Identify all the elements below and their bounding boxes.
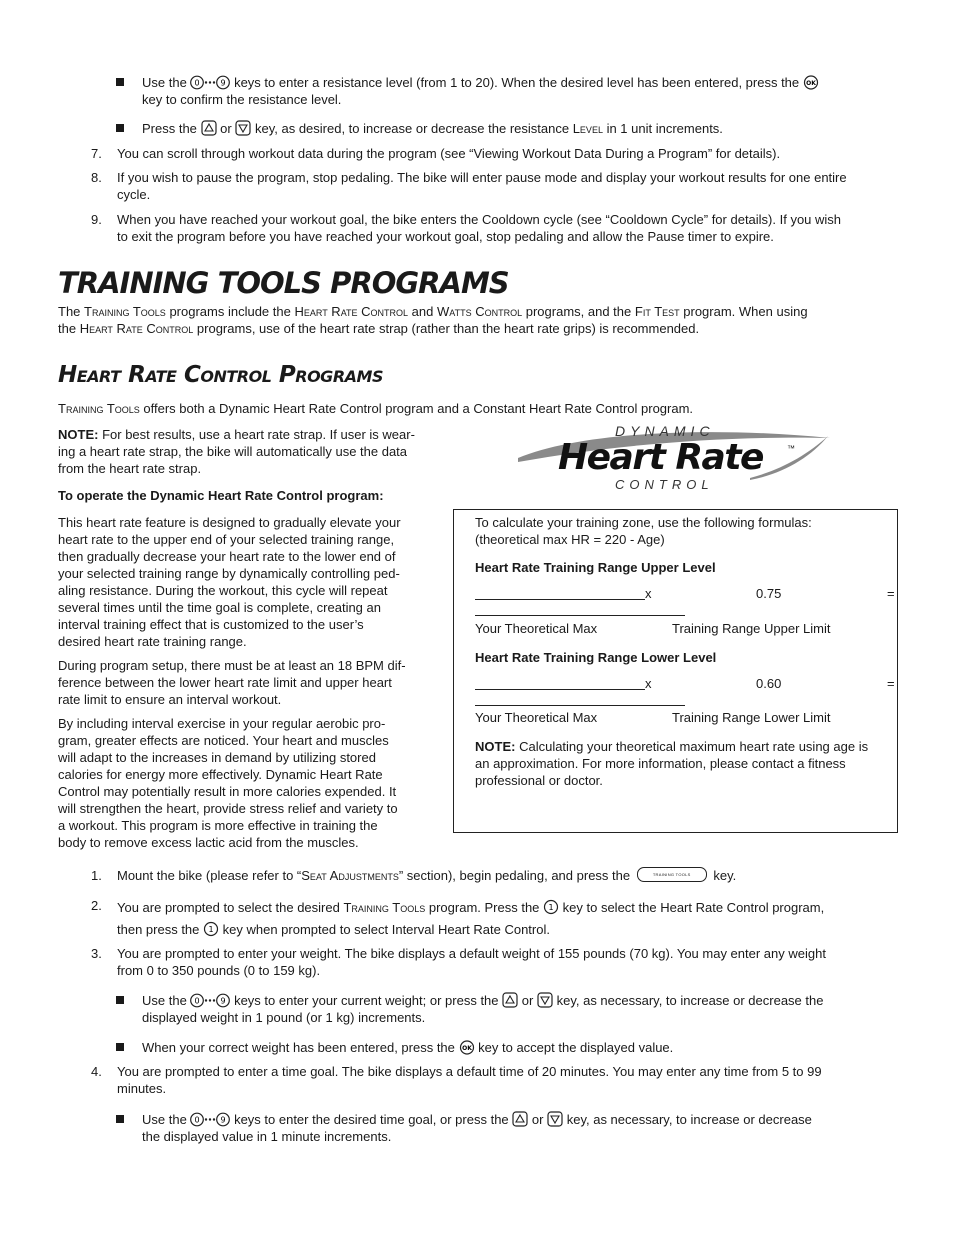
down-arrow-key-icon	[537, 992, 553, 1008]
logo-top-text: DYNAMIC	[615, 423, 715, 439]
lower-level-heading: Heart Rate Training Range Lower Level	[475, 650, 717, 665]
description-paragraph-1: This heart rate feature is designed to gradually elevate your heart rate to the upper end of your selected training range, then gradually decrease your heart rate to the lower end of your selected training range by dynamically controlling ped- aling resistance. During the workout, this cycle will repeat several times until the time goal is complete, creating an interval training effect that is customized to the user’s desired heart rate training range.	[58, 515, 401, 649]
upper-result-line	[475, 615, 685, 616]
lower-factor: 0.60	[756, 676, 782, 691]
equals-sign: =	[887, 586, 895, 601]
step-2-text: You are prompted to select the desired Training Tools program. Press the 1 key to select the Heart Rate Control program, then press the 1 key when prompted to select Interval Heart Rate Control.	[117, 900, 825, 937]
key-1-label: 1	[548, 903, 554, 912]
subsection-intro: Training Tools offers both a Dynamic Heart Rate Control program and a Constant Heart Rate Control program.	[58, 401, 694, 416]
multiply-sign: x	[645, 676, 652, 691]
dynamic-heart-rate-logo	[510, 422, 840, 494]
box-intro: To calculate your training zone, use the following formulas: (theoretical max HR = 220 - Age)	[475, 515, 812, 547]
equals-sign: =	[887, 676, 895, 691]
key-1-icon	[203, 921, 219, 937]
lower-input-line	[475, 689, 645, 690]
upper-left-label: Your Theoretical Max	[475, 621, 598, 636]
key-0-label: 0	[194, 996, 200, 1006]
bullet-square	[116, 78, 124, 86]
down-arrow-key-icon	[547, 1111, 563, 1127]
multiply-sign: x	[645, 586, 652, 601]
logo-bottom-text: CONTROL	[615, 477, 714, 492]
key-0-9-icon	[190, 993, 230, 1008]
upper-factor: 0.75	[756, 586, 782, 601]
step-number: 8.	[91, 170, 102, 185]
upper-level-heading: Heart Rate Training Range Upper Level	[475, 560, 716, 575]
step-number: 9.	[91, 212, 102, 227]
bullet-square	[116, 996, 124, 1004]
logo-trademark: ™	[787, 444, 795, 453]
up-arrow-key-icon	[512, 1111, 528, 1127]
section-intro: The Training Tools programs include the Heart Rate Control and Watts Control programs, and the Fit Test program. When using the Heart Rate Control programs, use of the heart rate strap (rather than the heart rate grips) is recommended.	[58, 304, 808, 336]
key-0-9-icon	[190, 1112, 230, 1127]
key-1-icon	[543, 899, 559, 915]
lower-right-label: Training Range Lower Limit	[672, 710, 831, 725]
key-9-label: 9	[220, 1115, 226, 1125]
step-1-text: Mount the bike (please refer to “Seat Adjustments” section), begin pedaling, and press the TRAINING TOOLS key.	[117, 868, 737, 883]
section-title: TRAINING TOOLS PROGRAMS	[58, 266, 509, 300]
weight-keys-bullet: Use the 0 9 keys to enter your current weight; or press the or key, as necessary, to increase or decrease the displayed weight in 1 pound (or 1 kg) increments.	[142, 993, 824, 1025]
resistance-keys-bullet: Use the 0 9 keys to enter a resistance level (from 1 to 20). When the desired level has been entered, press the OK key to confirm the resistance level.	[142, 74, 902, 108]
upper-input-line	[475, 599, 645, 600]
step-7-text: You can scroll through workout data during the program (see “Viewing Workout Data During a Program” for details).	[117, 146, 781, 161]
step-number: 7.	[91, 146, 102, 161]
ok-key-label: OK	[461, 1045, 472, 1052]
operate-heading: To operate the Dynamic Heart Rate Control program:	[58, 488, 384, 503]
note-heart-rate-strap: NOTE: For best results, use a heart rate strap. If user is wear- ing a heart rate strap, the bike will automatically use the data from the heart rate strap.	[58, 427, 415, 476]
subsection-title: Heart Rate Control Programs	[58, 362, 383, 388]
up-arrow-key-icon	[502, 992, 518, 1008]
step-8-text: If you wish to pause the program, stop pedaling. The bike will enter pause mode and display your workout results for one entire cycle.	[117, 170, 847, 202]
key-0-label: 0	[194, 1115, 200, 1125]
ok-key-icon	[803, 75, 819, 90]
key-9-label: 9	[220, 78, 226, 88]
box-note: NOTE: Calculating your theoretical maximum heart rate using age is an approximation. For more information, please contact a fitness professional or doctor.	[475, 739, 869, 788]
ok-key-label: OK	[805, 80, 816, 87]
description-paragraph-3: By including interval exercise in your regular aerobic pro- gram, greater effects are noticed. Your heart and muscles will adapt to the increases in demand by utilizing stored calories for energy more effectively. Dynamic Heart Rate Control may potentially result in more calories expended. It will strengthen the heart, provide stress relief and variety to a workout. This program is more effective in training the body to remove excess lactic acid from the muscles.	[58, 716, 398, 850]
logo-main-text: Heart Rate	[558, 437, 763, 478]
step-9-text: When you have reached your workout goal, the bike enters the Cooldown cycle (see “Cooldown Cycle” for details). If you wish to exit the program before you have reached your workout goal, stop pedaling and allow the Pause timer to expire.	[117, 212, 842, 244]
key-1-label: 1	[208, 925, 214, 934]
step-number: 1.	[91, 868, 102, 883]
step-number: 2.	[91, 898, 102, 913]
bullet-square	[116, 124, 124, 132]
key-9-label: 9	[220, 996, 226, 1006]
step-3-text: You are prompted to enter your weight. The bike displays a default weight of 155 pounds (70 kg). You may enter any weight from 0 to 350 pounds (0 to 159 kg).	[117, 946, 826, 978]
down-arrow-key-icon	[235, 120, 251, 136]
description-paragraph-2: During program setup, there must be at least an 18 BPM dif- ference between the lower heart rate limit and upper heart rate limit to ensure an interval workout.	[58, 658, 406, 707]
key-0-9-icon	[190, 75, 230, 90]
up-arrow-key-icon	[201, 120, 217, 136]
upper-right-label: Training Range Upper Limit	[672, 621, 831, 636]
lower-left-label: Your Theoretical Max	[475, 710, 598, 725]
step-4-text: You are prompted to enter a time goal. The bike displays a default time of 20 minutes. You may enter any time from 5 to 99 minutes.	[117, 1064, 822, 1096]
bullet-square	[116, 1043, 124, 1051]
step-number: 4.	[91, 1064, 102, 1079]
key-0-label: 0	[194, 78, 200, 88]
training-tools-key-icon: TRAINING TOOLS	[637, 867, 707, 882]
weight-ok-bullet: When your correct weight has been entered, press the OK key to accept the displayed value.	[142, 1040, 674, 1055]
resistance-arrows-bullet: Press the or key, as desired, to increase or decrease the resistance Level in 1 unit increments.	[142, 121, 723, 136]
time-keys-bullet: Use the 0 9 keys to enter the desired time goal, or press the or key, as necessary, to increase or decrease the displayed value in 1 minute increments.	[142, 1112, 812, 1144]
ok-key-icon	[459, 1040, 475, 1055]
bullet-square	[116, 1115, 124, 1123]
lower-result-line	[475, 705, 685, 706]
step-number: 3.	[91, 946, 102, 961]
